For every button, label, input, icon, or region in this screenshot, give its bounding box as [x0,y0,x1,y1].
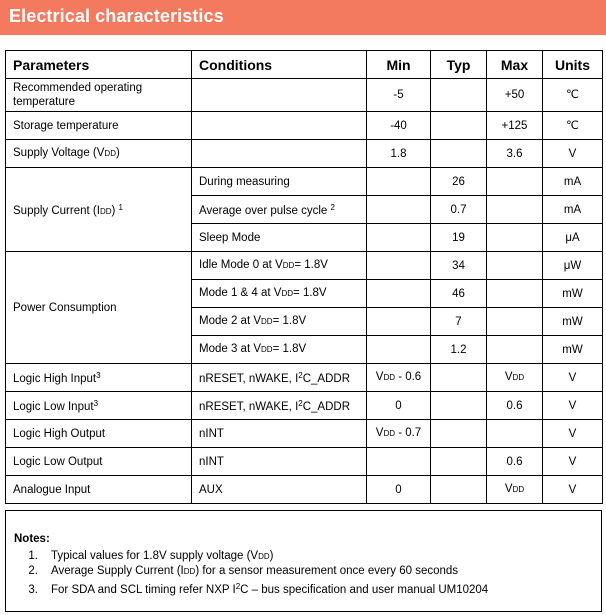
table-row [6,168,603,196]
cell-max [487,336,543,364]
cell-max: 0.6 [487,448,543,476]
cell-min [367,196,431,224]
electrical-characteristics-table [5,50,603,504]
cell-param: Analogue Input [6,476,192,504]
cell-unit: mW [543,280,603,308]
cell-max: +50 [487,79,543,112]
cell-unit: μA [543,224,603,252]
cell-max: 0.6 [487,392,543,420]
table-row [6,476,603,504]
cell-max: 3.6 [487,140,543,168]
cell-param: Logic High Output [6,420,192,448]
notes-title: Notes: [14,533,50,545]
cell-max [487,196,543,224]
cell-cond: AUX [192,476,367,504]
cell-typ: 34 [431,252,487,280]
header-parameters: Parameters [6,51,192,79]
cell-param: Recommended operating temperature [6,79,192,112]
cell-max: +125 [487,112,543,140]
cell-max [487,168,543,196]
cell-typ [431,420,487,448]
cell-unit: V [543,448,603,476]
cell-cond: nINT [192,420,367,448]
header-max: Max [487,51,543,79]
cell-min [367,224,431,252]
cell-typ [431,112,487,140]
cell-max: VDD [487,364,543,392]
header-typ: Typ [431,51,487,79]
cell-min [367,336,431,364]
cell-max: VDD [487,476,543,504]
cell-unit: mA [543,168,603,196]
cell-param: Supply Voltage (VDD) [6,140,192,168]
note-number: 1. [28,550,38,562]
note-text: For SDA and SCL timing refer NXP $I^2C$ – bus specification and user manual UM10204 [51,582,489,596]
notes-box [5,510,602,612]
cell-cond: During measuring [192,168,367,196]
cell-min: VDD - 0.7 [367,420,431,448]
cell-max [487,280,543,308]
cell-unit: μW [543,252,603,280]
cell-typ: 1.2 [431,336,487,364]
cell-min [367,168,431,196]
cell-unit: ℃ [543,79,603,112]
cell-cond: nRESET, nWAKE, $I^2C\_ADDR$ [192,364,367,392]
cell-min: -40 [367,112,431,140]
cell-min: -5 [367,79,431,112]
table-row [6,392,603,420]
cell-typ: 46 [431,280,487,308]
table-row [6,364,603,392]
table-row [6,140,603,168]
table-row [6,252,603,280]
cell-typ [431,448,487,476]
note-number: 2. [28,565,38,577]
table-row [6,112,603,140]
notes-list [14,549,488,594]
note-text: Average Supply Current (IDD) for a sensor measurement once every 60 seconds [51,565,459,577]
header-min: Min [367,51,431,79]
cell-cond: Sleep Mode [192,224,367,252]
cell-min [367,280,431,308]
cell-unit: mW [543,308,603,336]
header-conditions: Conditions [192,51,367,79]
cell-cond: Idle Mode 0 at VDD= 1.8V [192,252,367,280]
cell-typ [431,79,487,112]
cell-min: 0 [367,392,431,420]
cell-unit: V [543,420,603,448]
cell-cond: nRESET, nWAKE, $I^2C\_ADDR$ [192,392,367,420]
cell-typ [431,392,487,420]
cell-min [367,448,431,476]
cell-typ [431,364,487,392]
cell-typ [431,140,487,168]
cell-min [367,252,431,280]
cell-min: VDD - 0.6 [367,364,431,392]
cell-max [487,224,543,252]
cell-max [487,308,543,336]
cell-min [367,308,431,336]
cell-unit: V [543,476,603,504]
cell-param: Logic High Input$^3$ [6,364,192,392]
cell-typ: 7 [431,308,487,336]
cell-unit: ℃ [543,112,603,140]
section-title: Electrical characteristics [9,6,224,26]
table-row [6,448,603,476]
table-row [6,420,603,448]
cell-param: Logic Low Output [6,448,192,476]
cell-unit: mA [543,196,603,224]
cell-cond: Mode 2 at VDD= 1.8V [192,308,367,336]
note-number: 3. [28,584,38,596]
cell-cond [192,112,367,140]
cell-cond [192,79,367,112]
header-row [6,51,603,79]
cell-cond: Mode 3 at VDD= 1.8V [192,336,367,364]
cell-max [487,252,543,280]
note-item [14,549,488,564]
cell-typ: 0.7 [431,196,487,224]
header-units: Units [543,51,603,79]
cell-param: Supply Current (IDD) $^1$ [6,168,192,252]
cell-unit: V [543,392,603,420]
cell-param: Power Consumption [6,252,192,364]
cell-cond: nINT [192,448,367,476]
table-row [6,79,603,112]
cell-cond [192,140,367,168]
note-item [14,564,488,579]
cell-param: Storage temperature [6,112,192,140]
cell-max [487,420,543,448]
cell-typ [431,476,487,504]
cell-cond: Average over pulse cycle $^2$ [192,196,367,224]
section-banner [0,0,606,35]
cell-unit: mW [543,336,603,364]
cell-min: 1.8 [367,140,431,168]
cell-unit: V [543,140,603,168]
cell-unit: V [543,364,603,392]
note-item [14,579,488,594]
note-text: Typical values for 1.8V supply voltage (VDD) [51,550,274,562]
cell-typ: 19 [431,224,487,252]
cell-param: Logic Low Input$^3$ [6,392,192,420]
cell-cond: Mode 1 & 4 at VDD= 1.8V [192,280,367,308]
cell-typ: 26 [431,168,487,196]
cell-min: 0 [367,476,431,504]
